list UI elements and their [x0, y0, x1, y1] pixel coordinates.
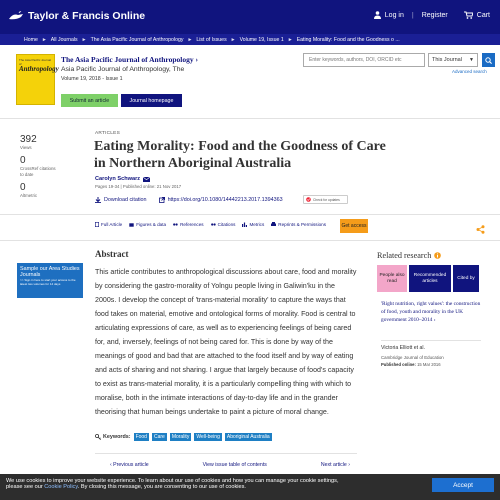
abstract-heading: Abstract — [95, 249, 129, 259]
cart-link[interactable] — [464, 11, 490, 19]
related-article-journal: Cambridge Journal of Education — [381, 355, 444, 360]
breadcrumb-home[interactable]: Home — [24, 36, 38, 43]
article-type: ARTICLES — [95, 131, 120, 136]
article-metrics — [20, 134, 80, 203]
related-research-title: Related research — [377, 251, 432, 260]
cart-icon — [464, 11, 473, 19]
article-title: Eating Morality: Food and the Goodness of Care in Northern Aboriginal Australia — [94, 139, 386, 171]
issue-toc-link[interactable]: View issue table of contents — [202, 462, 267, 468]
article-tabs — [95, 222, 326, 227]
breadcrumb-all-journals[interactable]: All Journals — [50, 36, 78, 43]
search-scope-select[interactable] — [428, 53, 478, 67]
author-link[interactable] — [95, 176, 150, 182]
breadcrumb-current: Eating Morality: Food and the Goodness o ... — [296, 36, 400, 43]
share-icon — [476, 225, 485, 234]
journal-subtitle: Asia Pacific Journal of Anthropology, The — [61, 66, 185, 73]
next-article-link[interactable]: Next article › — [320, 462, 350, 468]
published-date: 15 Mar 2016 — [417, 362, 441, 367]
image-icon — [129, 223, 134, 227]
chevron-down-icon: ▼ — [469, 57, 474, 63]
related-research-heading — [377, 251, 441, 260]
register-link[interactable]: Register — [421, 11, 448, 19]
breadcrumb-journal[interactable]: The Asia Pacific Journal of Anthropology — [90, 36, 184, 43]
tab-citations[interactable] — [211, 222, 236, 227]
keywords-label: Keywords: — [103, 434, 131, 440]
user-icon — [374, 11, 381, 19]
cookie-text-pre: please see our — [6, 484, 43, 491]
share-button[interactable] — [476, 221, 485, 239]
tab-label: Reprints & Permissions — [278, 222, 327, 227]
journal-homepage-button[interactable]: Journal homepage — [121, 94, 182, 107]
abstract-text: This article contributes to anthropological discussions about care, food and morality by considering the gastro-morality of Yolngu people living in Galiwin'ku in the 2000s. I develop the concept of 'trans-material morality' to capture the ways that food takes on material, emotive and ontological forms of morality. Food is central to articulating expressions of care, as well as to experiencing feelings of being cared for, and, inversely, feelings of not being cared for. This is done by way of the meanings of good and bad that are attached to the food itself and by way of eating and acts of sharing and not sharing. I argue that largely because of food's capacity to exist as trans-material morality, it is a particularly compelling thing with which to moralise, both in the intimate interactions of day-to-day life and in the grander theorising that human beings undertake to paint a picture of moral change. — [95, 268, 357, 417]
check-updates-label: Check for updates — [313, 197, 340, 202]
search-input[interactable]: Enter keywords, authors, DOI, ORCID etc — [303, 53, 425, 67]
cover-top-text: The Asia Pacific Journal of — [19, 58, 52, 66]
cookie-banner — [0, 474, 500, 500]
keywords-label-wrap — [95, 434, 131, 440]
divider — [0, 118, 500, 119]
brand-name: Taylor & Francis Online — [28, 10, 146, 22]
printer-icon — [271, 222, 276, 227]
envelope-icon — [143, 177, 150, 182]
sample-ad-body: >> Sign in here to start your access to the latest two volumes for 14 days — [20, 278, 76, 286]
related-tabs — [377, 265, 479, 292]
login-label: Log in — [384, 11, 404, 19]
sample-ad-title: Sample our Area Studies Journals — [20, 266, 80, 278]
site-header — [0, 0, 500, 34]
header-divider: | — [411, 11, 414, 19]
get-access-button[interactable]: Get access — [340, 219, 368, 233]
article-pages: Pages 19-34 | Published online: 21 Nov 2017 — [95, 184, 182, 189]
tab-label: Citations — [217, 222, 236, 227]
tab-label: Metrics — [249, 222, 265, 227]
article-navigation — [110, 462, 350, 468]
quote-icon — [211, 223, 216, 227]
chevron-right-icon: ► — [41, 36, 47, 43]
tab-full-article[interactable] — [95, 222, 122, 227]
crossmark-icon — [306, 197, 311, 202]
divider — [95, 453, 357, 454]
breadcrumb — [0, 34, 500, 45]
accept-cookies-button[interactable]: Accept — [432, 478, 494, 492]
lamp-logo-icon — [8, 11, 24, 21]
cookie-text-line2 — [6, 484, 500, 490]
search-button[interactable] — [482, 53, 495, 67]
tab-label: Figures & data — [136, 222, 167, 227]
download-icon — [95, 197, 101, 203]
metric-crossref — [20, 155, 80, 177]
tab-reprints[interactable] — [271, 222, 326, 227]
cookie-text-post: . By closing this message, you are consenting to our use of cookies. — [77, 484, 246, 491]
tab-people-also-read[interactable]: People also read — [377, 265, 407, 292]
chevron-right-icon: ► — [287, 36, 293, 43]
journal-volume[interactable]: Volume 19, 2018 - Issue 1 — [61, 76, 123, 82]
site-logo[interactable] — [8, 10, 145, 22]
search-scope-value: This Journal — [432, 57, 462, 63]
tab-recommended-articles[interactable]: Recommended articles — [409, 265, 451, 292]
breadcrumb-issue[interactable]: Volume 19, Issue 1 — [239, 36, 284, 43]
sample-journals-ad[interactable] — [17, 263, 83, 298]
journal-title[interactable]: The Asia Pacific Journal of Anthropology › — [61, 55, 198, 64]
tab-metrics[interactable] — [242, 222, 264, 227]
breadcrumb-list-of-issues[interactable]: List of Issues — [196, 36, 227, 43]
tab-cited-by[interactable]: Cited by — [453, 265, 479, 292]
divider — [0, 240, 500, 241]
related-article-date — [381, 362, 441, 367]
metric-label: Altmetric — [20, 192, 38, 198]
journal-cover[interactable] — [16, 54, 59, 105]
cart-label: Cart — [476, 11, 490, 19]
chevron-right-icon: ► — [230, 36, 236, 43]
download-citation-label: Download citation — [104, 197, 147, 203]
metric-views — [20, 134, 80, 150]
chevron-right-icon: ► — [187, 36, 193, 43]
related-article-authors: Victoria Elliott et al. — [381, 345, 426, 351]
keyword-chip[interactable]: Well-being — [196, 434, 220, 440]
document-icon — [95, 222, 99, 227]
divider — [0, 214, 500, 215]
keyword-chip[interactable]: Morality — [171, 434, 190, 440]
author-name: Carolyn Schwarz — [95, 176, 141, 182]
metric-altmetric[interactable] — [20, 182, 80, 198]
doi-label: https://doi.org/10.1080/14442213.2017.1394363 — [167, 197, 283, 203]
citation-row — [95, 197, 295, 203]
tab-figures-data[interactable] — [129, 222, 166, 227]
journal-banner — [0, 45, 500, 117]
login-link[interactable] — [374, 11, 404, 19]
cookie-policy-link[interactable]: Cookie Policy — [44, 484, 78, 491]
metric-value: 0 — [20, 155, 26, 167]
keywords — [95, 433, 272, 441]
metric-value: 0 — [20, 181, 26, 193]
keyword-chip[interactable]: Food — [135, 434, 147, 440]
previous-article-link[interactable]: ‹ Previous article — [110, 462, 149, 468]
metric-label: CrossRef citations to date — [20, 166, 56, 177]
key-icon — [95, 434, 101, 440]
doi-link[interactable] — [159, 197, 283, 203]
search-icon — [485, 57, 492, 64]
cover-title: Anthropology — [19, 65, 59, 73]
keyword-chip[interactable]: Aboriginal Australia — [226, 434, 270, 440]
quote-icon — [173, 223, 178, 227]
keyword-chip[interactable]: Care — [153, 434, 165, 440]
submit-article-button[interactable]: Submit an article — [61, 94, 118, 107]
metric-label: Views — [20, 145, 32, 150]
metric-value: 392 — [20, 134, 37, 145]
related-article-title[interactable]: 'Right nutrition, right values': the construction of food, youth and morality in the UK government 2010–2014 › — [381, 301, 481, 323]
tab-references[interactable] — [173, 222, 204, 227]
chevron-right-icon: ► — [81, 36, 87, 43]
tab-label: Full Article — [101, 222, 123, 227]
info-icon[interactable] — [434, 252, 441, 259]
tab-label: References — [180, 222, 204, 227]
divider — [381, 340, 481, 341]
cookie-text-line1: We use cookies to improve your website experience. To learn about our use of cookies and how you can manage your cookie settings, — [6, 478, 339, 484]
published-label: Published online: — [381, 362, 416, 367]
download-citation-link[interactable] — [95, 197, 147, 203]
advanced-search-link[interactable]: Advanced search — [452, 69, 487, 74]
external-link-icon — [159, 197, 165, 203]
check-updates-button[interactable] — [303, 195, 348, 204]
bar-chart-icon — [242, 222, 247, 227]
